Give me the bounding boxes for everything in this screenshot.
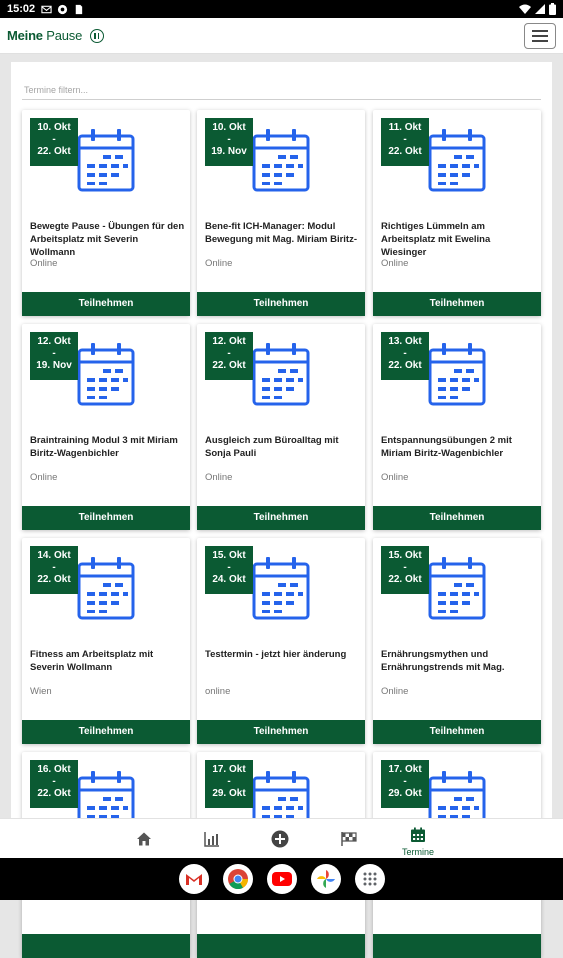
appointment-title: Richtiges Lümmeln am Arbeitsplatz mit Ewelina Wiesinger	[381, 221, 491, 258]
join-button[interactable]	[22, 934, 190, 958]
join-button[interactable]: Teilnehmen	[373, 292, 541, 316]
menu-toggle-button[interactable]	[524, 23, 556, 49]
calendar-icon	[77, 556, 135, 620]
plus-circle-icon	[271, 830, 289, 848]
status-time: 15:02	[7, 3, 36, 15]
date-separator: -	[403, 134, 407, 145]
appointment-title: Fitness am Arbeitsplatz mit Severin Wollmann	[30, 649, 154, 673]
date-range-badge	[205, 118, 253, 166]
date-from: 16. Okt	[37, 764, 71, 775]
date-to: 22. Okt	[37, 788, 71, 799]
date-from: 10. Okt	[37, 122, 71, 133]
appointment-card[interactable]	[373, 538, 541, 744]
calendar-icon	[252, 556, 310, 620]
date-to: 19. Nov	[36, 360, 72, 371]
appointment-title: Ausgleich zum Büroalltag mit Sonja Pauli	[205, 435, 339, 459]
join-button[interactable]	[197, 934, 365, 958]
date-separator: -	[52, 562, 56, 573]
join-button[interactable]: Teilnehmen	[197, 720, 365, 744]
checkered-flag-icon	[340, 831, 358, 847]
photos-app-icon[interactable]	[311, 864, 341, 894]
nav-home[interactable]	[132, 827, 156, 851]
calendar-icon	[77, 342, 135, 406]
appointment-location: Online	[381, 258, 409, 269]
date-to: 22. Okt	[388, 574, 422, 585]
nav-goals[interactable]	[337, 827, 361, 851]
join-button[interactable]: Teilnehmen	[197, 292, 365, 316]
settings-notification-icon	[57, 4, 68, 15]
hamburger-icon	[532, 30, 548, 32]
app-drawer-icon[interactable]	[355, 864, 385, 894]
home-icon	[136, 831, 152, 847]
join-button[interactable]: Teilnehmen	[22, 506, 190, 530]
nav-add[interactable]	[268, 827, 292, 851]
date-range-badge	[30, 546, 78, 594]
join-button[interactable]: Teilnehmen	[22, 720, 190, 744]
status-bar	[0, 0, 563, 18]
date-separator: -	[227, 348, 231, 359]
brand-name-light: Pause	[46, 27, 83, 43]
date-from: 14. Okt	[37, 550, 71, 561]
date-range-badge	[30, 332, 78, 380]
date-separator: -	[227, 562, 231, 573]
date-from: 10. Okt	[212, 122, 246, 133]
signal-icon	[535, 4, 545, 15]
appointment-card[interactable]	[197, 110, 365, 316]
calendar-icon	[252, 342, 310, 406]
appointment-card[interactable]	[22, 110, 190, 316]
date-separator: -	[52, 348, 56, 359]
appointment-card[interactable]	[373, 110, 541, 316]
appointment-location: Wien	[30, 686, 52, 697]
date-from: 11. Okt	[388, 122, 422, 133]
gmail-notification-icon	[41, 4, 52, 15]
appointment-card[interactable]	[197, 538, 365, 744]
appointment-location: Online	[381, 686, 409, 697]
date-from: 12. Okt	[37, 336, 71, 347]
date-range-badge	[205, 332, 253, 380]
appointments-panel	[11, 62, 552, 822]
date-range-badge	[381, 546, 429, 594]
appointment-title: Braintraining Modul 3 mit Miriam Biritz-Wagenbichler	[30, 435, 178, 459]
calendar-icon	[410, 827, 426, 843]
date-from: 13. Okt	[388, 336, 422, 347]
youtube-app-icon[interactable]	[267, 864, 297, 894]
appointment-card[interactable]	[22, 324, 190, 530]
appointment-location: Online	[205, 258, 233, 269]
date-separator: -	[227, 776, 231, 787]
calendar-icon	[428, 556, 486, 620]
appointment-card[interactable]	[22, 538, 190, 744]
date-from: 15. Okt	[212, 550, 246, 561]
battery-icon	[549, 3, 556, 15]
date-separator: -	[52, 776, 56, 787]
nav-appointments-label: Termine	[401, 847, 434, 857]
calendar-icon	[428, 128, 486, 192]
date-to: 22. Okt	[212, 360, 246, 371]
date-range-badge	[381, 760, 429, 808]
date-to: 29. Okt	[212, 788, 246, 799]
join-button[interactable]: Teilnehmen	[373, 506, 541, 530]
date-range-badge	[30, 760, 78, 808]
date-separator: -	[403, 348, 407, 359]
date-from: 17. Okt	[212, 764, 246, 775]
date-from: 17. Okt	[388, 764, 422, 775]
date-range-badge	[205, 546, 253, 594]
appointment-title: Testtermin - jetzt hier änderung	[205, 649, 347, 660]
date-from: 15. Okt	[388, 550, 422, 561]
appointment-title: Ernährungsmythen und Ernährungstrends mit Mag.	[381, 649, 505, 673]
pause-icon	[90, 29, 104, 43]
join-button[interactable]: Teilnehmen	[197, 506, 365, 530]
bar-chart-icon	[204, 831, 220, 847]
appointment-title: Bene-fit ICH-Manager: Modul Bewegung mit Mag. Miriam Biritz-	[205, 221, 358, 245]
date-range-badge	[381, 118, 429, 166]
appointment-title: Bewegte Pause - Übungen für den Arbeitsplatz mit Severin Wollmann	[30, 221, 185, 258]
join-button[interactable]: Teilnehmen	[373, 720, 541, 744]
calendar-icon	[77, 128, 135, 192]
appointment-location: Online	[381, 472, 409, 483]
appointment-location: Online	[205, 472, 233, 483]
date-to: 29. Okt	[388, 788, 422, 799]
calendar-icon	[428, 342, 486, 406]
appointment-location: online	[205, 686, 231, 697]
calendar-icon	[252, 128, 310, 192]
date-separator: -	[227, 134, 231, 145]
chrome-app-icon[interactable]	[223, 864, 253, 894]
date-separator: -	[403, 562, 407, 573]
appointment-location: Online	[30, 258, 58, 269]
system-dock	[0, 858, 563, 900]
date-separator: -	[52, 134, 56, 145]
date-range-badge	[381, 332, 429, 380]
appointment-card[interactable]	[197, 324, 365, 530]
date-to: 22. Okt	[37, 574, 71, 585]
join-button[interactable]: Teilnehmen	[22, 292, 190, 316]
date-to: 22. Okt	[388, 360, 422, 371]
date-range-badge	[30, 118, 78, 166]
nav-appointments[interactable]	[406, 823, 430, 847]
date-to: 19. Nov	[211, 146, 247, 157]
appointment-title: Entspannungsübungen 2 mit Miriam Biritz-Wagenbichler	[381, 435, 512, 459]
date-from: 12. Okt	[212, 336, 246, 347]
brand-logo[interactable]	[7, 28, 104, 44]
wifi-icon	[519, 4, 531, 15]
date-to: 22. Okt	[37, 146, 71, 157]
filter-input[interactable]	[22, 80, 541, 100]
nav-statistics[interactable]	[200, 827, 224, 851]
sim-notification-icon	[73, 4, 84, 15]
date-separator: -	[403, 776, 407, 787]
appointment-location: Online	[30, 472, 58, 483]
bottom-navigation	[0, 818, 563, 858]
appointment-card[interactable]	[373, 324, 541, 530]
date-to: 24. Okt	[212, 574, 246, 585]
brand-name-bold: Meine	[7, 27, 43, 43]
app-header	[0, 18, 563, 54]
join-button[interactable]	[373, 934, 541, 958]
gmail-app-icon[interactable]	[179, 864, 209, 894]
date-to: 22. Okt	[388, 146, 422, 157]
date-range-badge	[205, 760, 253, 808]
